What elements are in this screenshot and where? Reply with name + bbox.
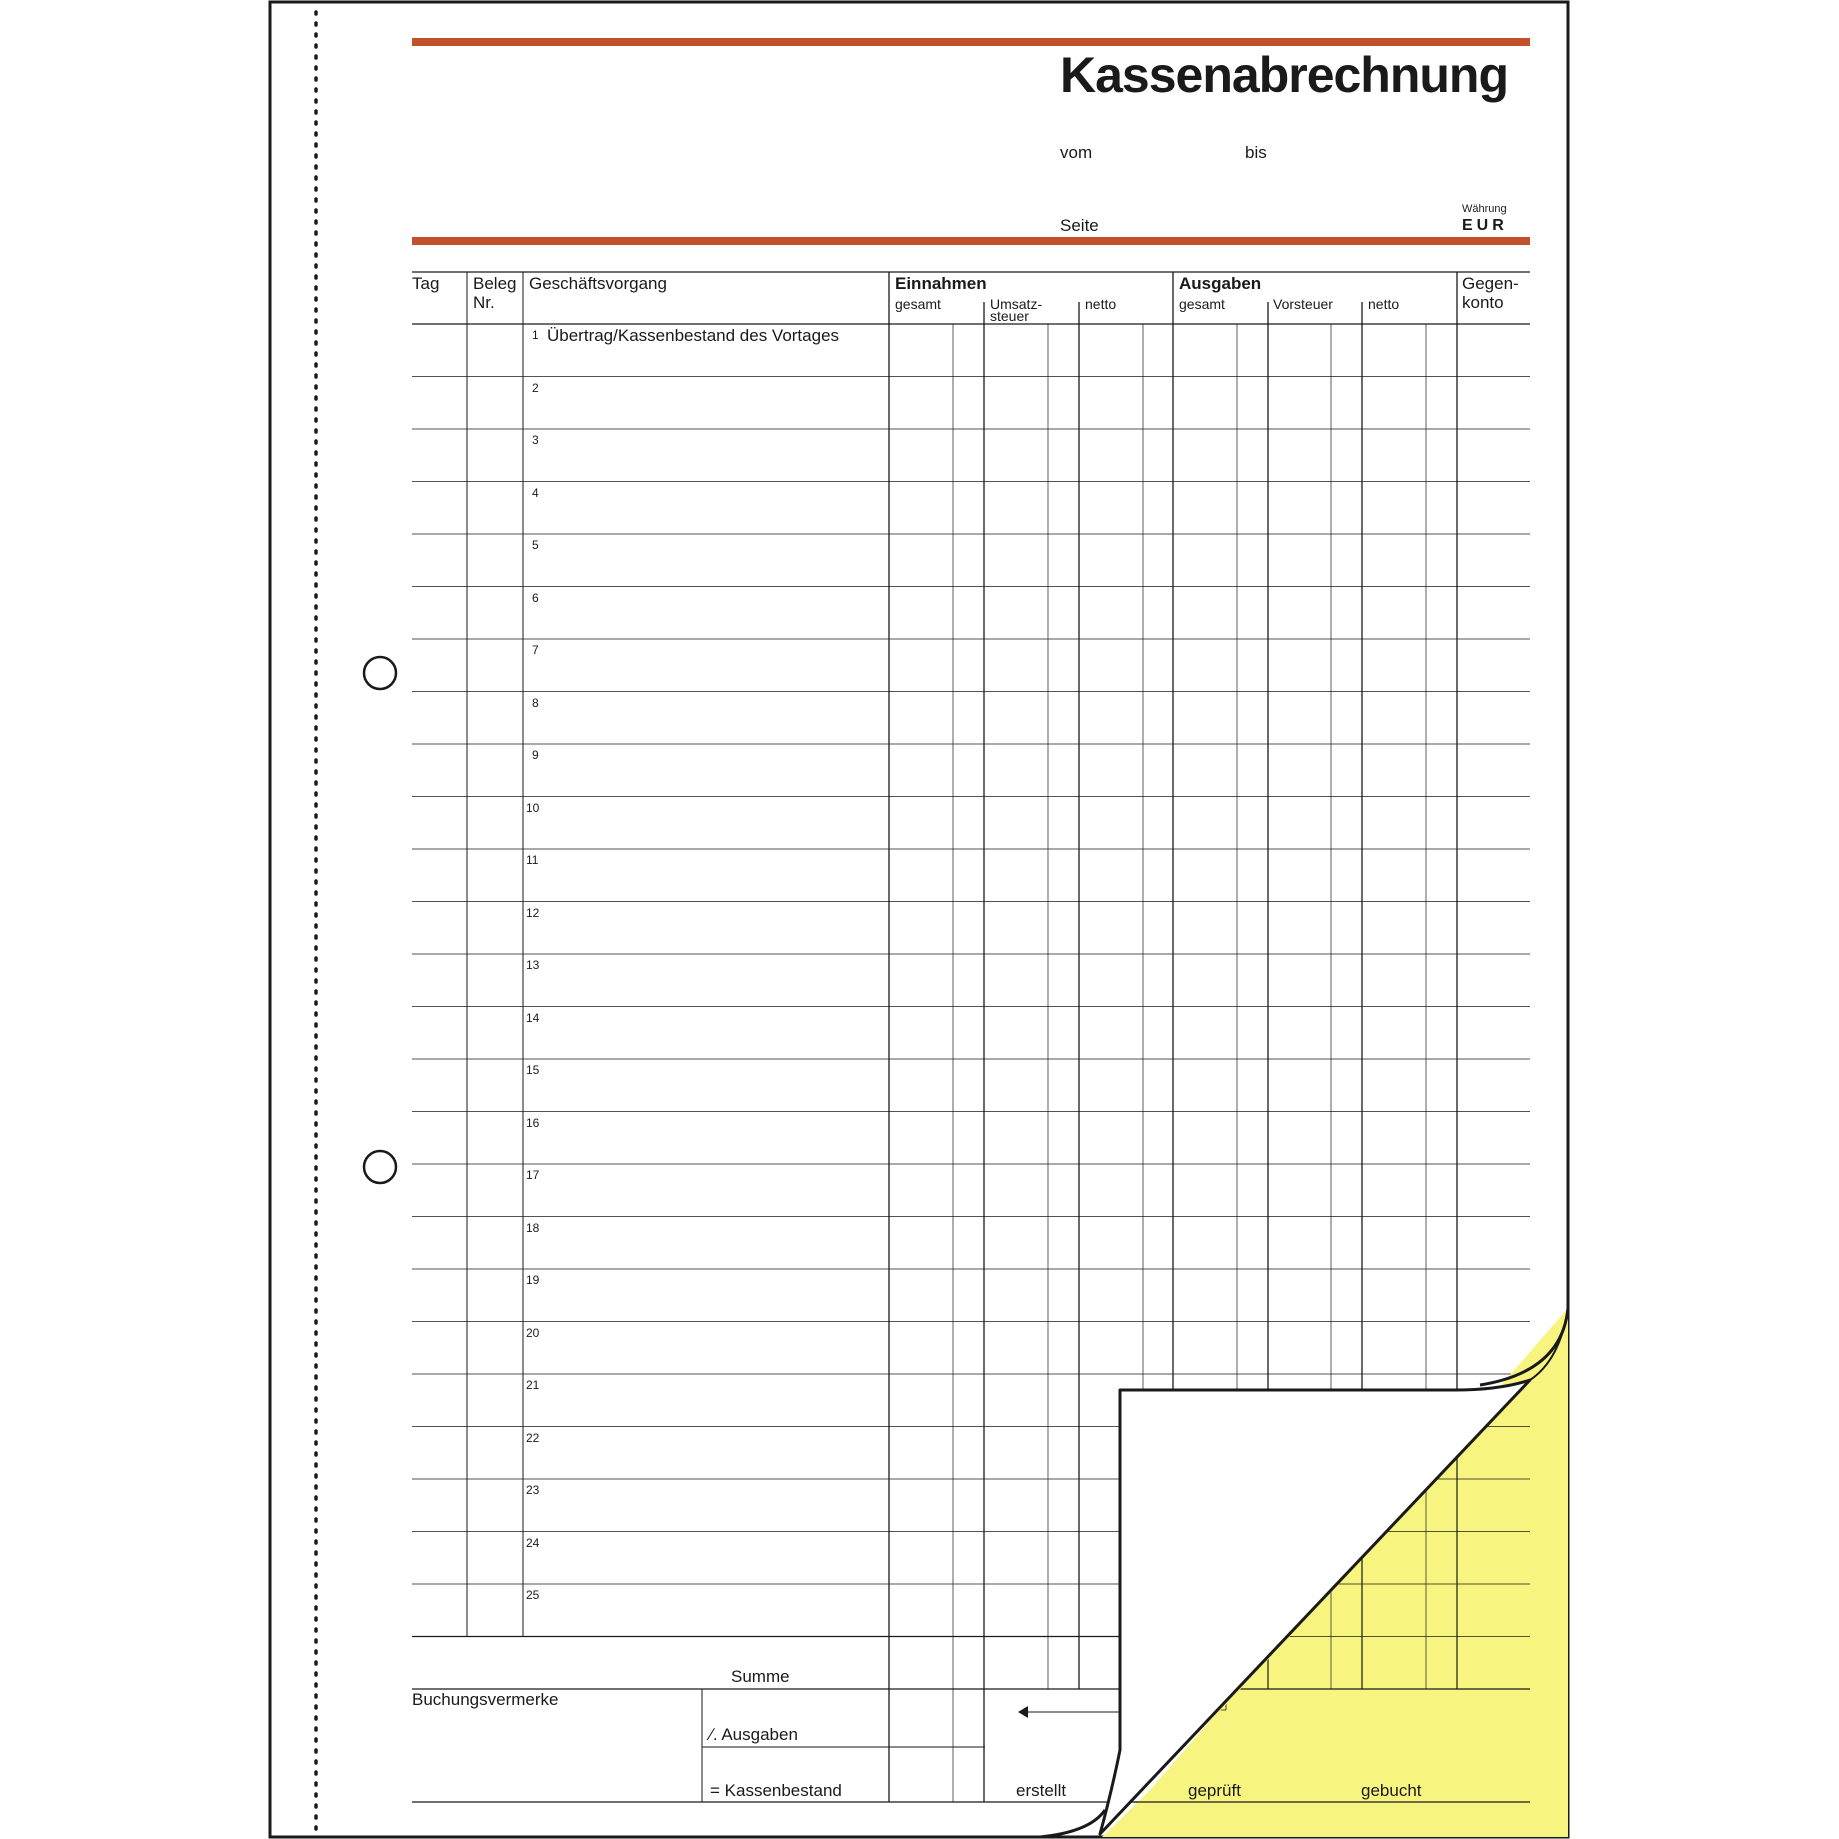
col-ausgaben-gesamt: gesamt	[1179, 296, 1225, 312]
summe-label: Summe	[731, 1667, 790, 1686]
row-number: 3	[532, 433, 539, 447]
col-einnahmen-gesamt: gesamt	[895, 296, 941, 312]
row-number: 24	[526, 1535, 540, 1550]
accent-rule-top	[412, 38, 1530, 46]
col-gegenkonto: Gegen-	[1462, 274, 1519, 293]
buchungsvermerke-label: Buchungsvermerke	[412, 1690, 559, 1709]
col-einnahmen-netto: netto	[1085, 296, 1117, 312]
col-einnahmen: Einnahmen	[895, 274, 987, 293]
row-number: 16	[526, 1115, 540, 1130]
geprueft-label: geprüft	[1188, 1781, 1241, 1800]
seite-label: Seite	[1060, 216, 1099, 235]
row-number: 25	[526, 1588, 540, 1602]
row-number: 6	[532, 590, 539, 605]
first-row-text: Übertrag/Kassenbestand des Vortages	[547, 326, 840, 345]
vom-label: vom	[1060, 143, 1093, 162]
col-einnahmen-ust: Umsatz-	[990, 296, 1043, 312]
col-einnahmen-ust-2: steuer	[990, 308, 1029, 324]
accent-rule-bottom	[412, 237, 1530, 245]
row-number: 11	[526, 853, 539, 867]
row-number: 10	[526, 800, 540, 815]
row-number: 1	[532, 328, 539, 342]
row-number: 12	[526, 905, 540, 920]
row-number: 4	[532, 485, 539, 500]
bis-label: bis	[1245, 143, 1267, 162]
row-number: 21	[526, 1378, 540, 1392]
row-number: 14	[526, 1010, 540, 1025]
col-gegenkonto-2: konto	[1462, 293, 1504, 312]
col-geschaeftsvorgang: Geschäftsvorgang	[529, 274, 667, 293]
erstellt-label: erstellt	[1016, 1781, 1067, 1800]
gebucht-label: gebucht	[1361, 1781, 1422, 1800]
row-number: 13	[526, 958, 540, 972]
punch-hole-top	[364, 657, 396, 689]
row-number: 7	[532, 643, 539, 657]
row-number: 22	[526, 1430, 540, 1445]
form-title: Kassenabrechnung	[1060, 47, 1509, 103]
row-number: 8	[532, 695, 539, 710]
col-tag: Tag	[412, 274, 440, 293]
row-number: 9	[532, 748, 539, 762]
col-ausgaben: Ausgaben	[1179, 274, 1262, 293]
minus-ausgaben-label: ∕. Ausgaben	[710, 1725, 798, 1744]
kassenbestand-label: = Kassenbestand	[710, 1781, 842, 1800]
waehrung-value: EUR	[1462, 217, 1508, 234]
row-number: 20	[526, 1325, 540, 1340]
waehrung-label: Währung	[1462, 203, 1507, 215]
row-number: 15	[526, 1063, 540, 1077]
col-ausgaben-vorsteuer: Vorsteuer	[1273, 296, 1333, 312]
row-number: 17	[526, 1168, 540, 1182]
col-beleg: Beleg	[473, 274, 517, 293]
col-ausgaben-netto: netto	[1368, 296, 1400, 312]
row-number: 19	[526, 1273, 540, 1287]
punch-hole-bottom	[364, 1151, 396, 1183]
row-number: 18	[526, 1220, 540, 1235]
row-number: 5	[532, 538, 539, 552]
row-number: 2	[532, 380, 539, 395]
col-beleg-nr: Nr.	[473, 293, 495, 312]
row-number: 23	[526, 1483, 540, 1497]
